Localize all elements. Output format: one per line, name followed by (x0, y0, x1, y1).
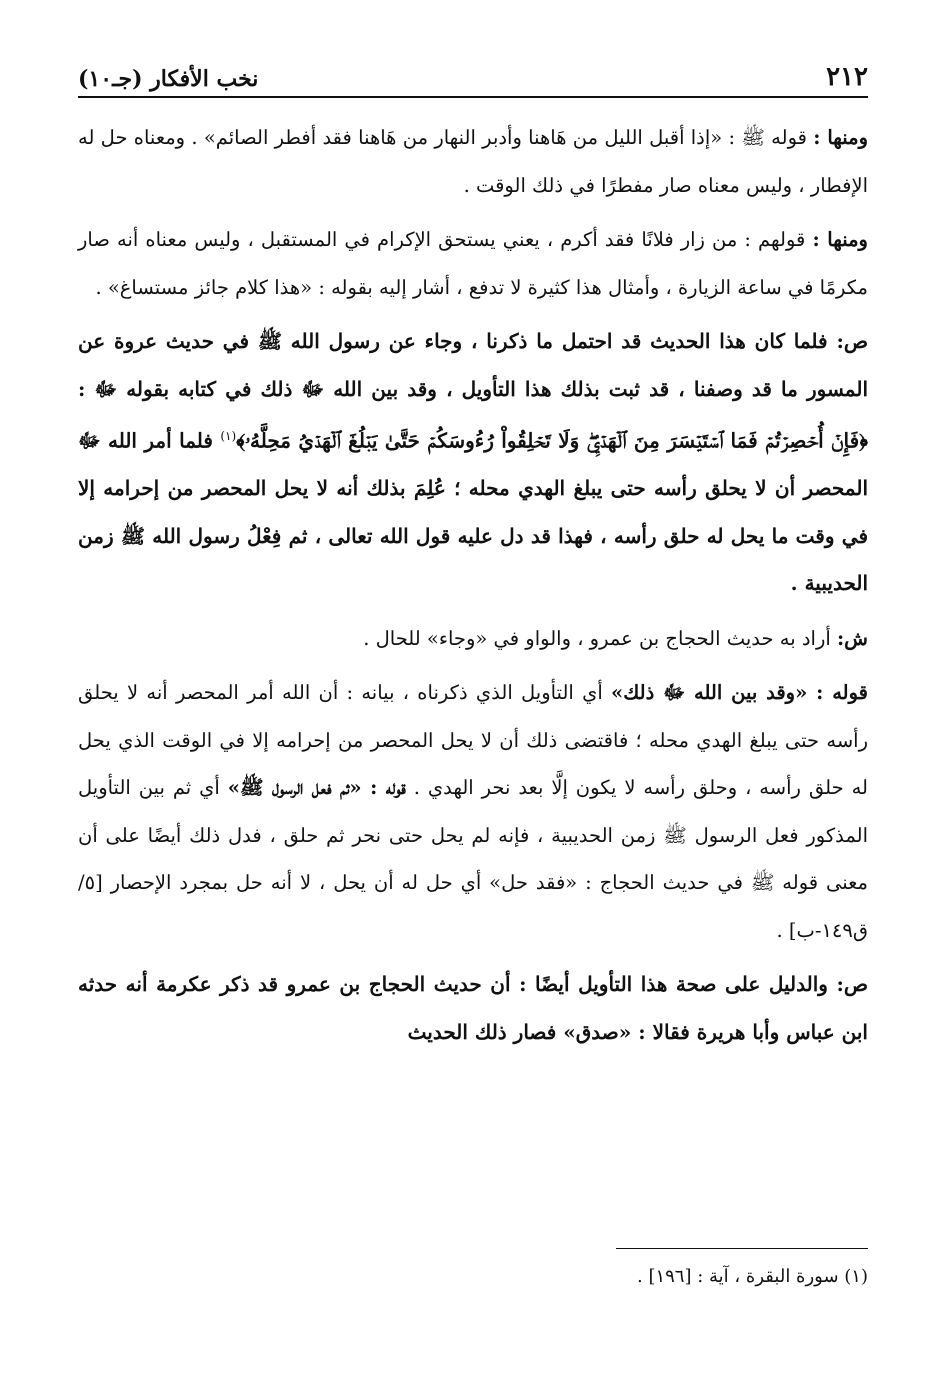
body-text (78, 114, 868, 1056)
paragraph-text: فلما كان هذا الحديث قد احتمل ما ذكرنا ، وجاء عن رسول الله ﷺ في حديث عروة عن المسور ما قد وصفنا ، قد ثبت بذلك هذا التأويل ، وقد بين الله ﷻ ذلك في كتابه بقوله ﷻ : (78, 329, 868, 401)
paragraph-text: أي ثم بين التأويل المذكور فعل الرسول ﷺ زمن الحديبية ، فإنه لم يحل حتى نحر ثم حلق ، فدل ذلك أيضًا على أن معنى قوله ﷺ في حديث الحجاج : «فقد حل» أي حل له أن يحل ، لا أنه حل بمجرد الإحصار [٥/ ق١٤٩-ب] . (78, 776, 868, 942)
running-title: نخب الأفكار (جـ١٠) (78, 66, 259, 92)
paragraph-lead: قوله : (816, 681, 868, 705)
footnote-divider (616, 1248, 868, 1249)
paragraph-4 (78, 615, 868, 663)
paragraph-5 (78, 669, 868, 954)
paragraph-text: قوله ﷺ : «إذا أقبل الليل من هَاهنا وأدبر النهار من هَاهنا فقد أفطر الصائم» . ومعناه حل له الإفطار ، وليس معناه صار مفطرًا في ذلك الوقت . (78, 126, 868, 197)
paragraph-1 (78, 114, 868, 209)
quoted-phrase: «وقد بين الله ﷻ ذلك» (611, 681, 817, 705)
quoted-phrase: «ثم فعل الرسول ﷺ» (227, 776, 371, 800)
footnote-ref: (١) (220, 429, 237, 443)
paragraph-lead: قوله : (370, 776, 406, 800)
paragraph-text: أي التأويل الذي ذكرناه ، بيانه : أن الله أمر المحصر أنه لا يحلق رأسه حتى يبلغ الهدي محله ؛ فاقتضى ذلك أن لا يحل المحصر من إحرامه إلا في الوقت الذي يحل له حلق رأسه ، وحلق رأسه لا يكون إلَّا بعد نحر الهدي . (78, 681, 868, 800)
page-header (78, 44, 868, 98)
paragraph-text: والدليل على صحة هذا التأويل أيضًا : أن حديث الحجاج بن عمرو قد ذكر عكرمة أنه حدثه ابن عباس وأبا هريرة فقالا : «صدق» فصار ذلك الحديث (78, 972, 868, 1044)
paragraph-lead: ص: (836, 329, 868, 353)
paragraph-lead: ومنها : (813, 126, 868, 149)
paragraph-lead: ومنها : (812, 228, 868, 251)
paragraph-6-matn (78, 961, 868, 1056)
footnote-1: (١) سورة البقرة ، آية : [١٩٦] . (637, 1266, 868, 1287)
paragraph-2 (78, 216, 868, 311)
paragraph-lead: ص: (836, 972, 868, 997)
paragraph-3-matn (78, 318, 868, 608)
paragraph-lead: ش: (836, 626, 868, 650)
document-page (78, 44, 868, 1341)
paragraph-text: أراد به حديث الحجاج بن عمرو ، والواو في «وجاء» للحال . (363, 626, 837, 650)
paragraph-text: قولهم : من زار فلانًا فقد أكرم ، يعني يستحق الإكرام في المستقبل ، وليس معناه أنه صار مكرمًا في ساعة الزيارة ، وأمثال هذا كثيرة لا تدفع ، أشار إليه بقوله : «هذا كلام جائز مستساغ» . (78, 228, 868, 299)
paragraph-text: فلما أمر الله ﷻ المحصر أن لا يحلق رأسه حتى يبلغ الهدي محله ؛ عُلِمَ بذلك أنه لا يحل المحصر من إحرامه إلا في وقت ما يحل له حلق رأسه ، فهذا قد دل عليه قول الله تعالى ، ثم فِعْلُ رسول الله ﷺ زمن الحديبية . (78, 428, 868, 596)
quran-verse: ﴿فَإِنۡ أُحۡصِرۡتُمۡ فَمَا ٱسۡتَيۡسَرَ مِنَ ٱلۡهَدۡيِۖ وَلَا تَحۡلِقُواْ رُءُوسَكُمۡ حَتَّىٰ يَبۡلُغَ ٱلۡهَدۡيُ مَحِلَّهُۥ﴾ (236, 428, 868, 453)
page-number: ٢١٢ (826, 62, 868, 92)
